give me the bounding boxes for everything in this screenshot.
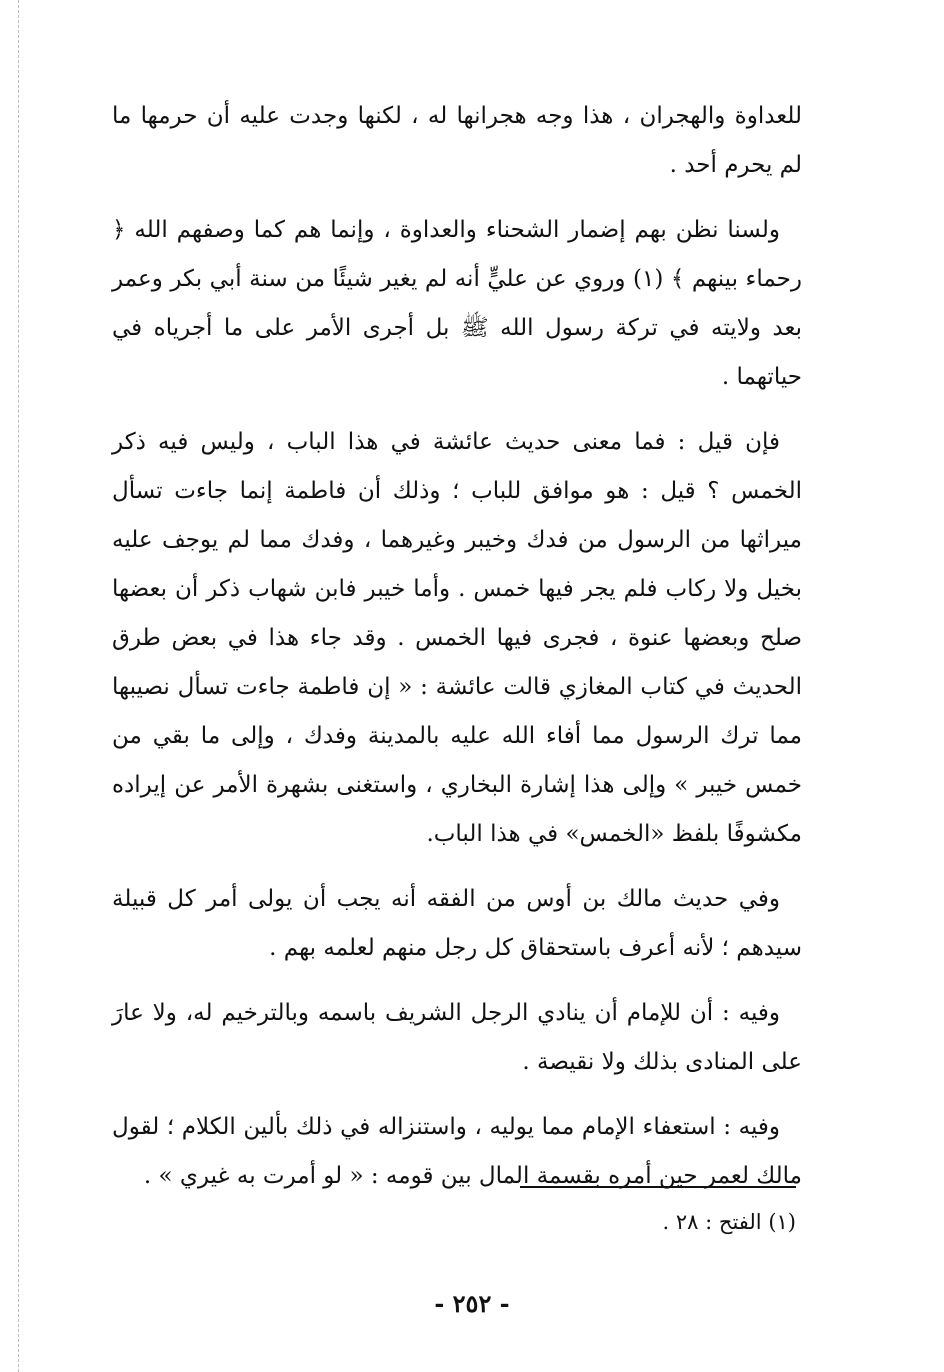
body-text <box>112 92 802 1217</box>
page-number: - ٢٥٢ - <box>434 1289 510 1318</box>
paragraph: فإن قيل : فما معنى حديث عائشة في هذا الباب ، وليس فيه ذكر الخمس ؟ قيل : هو موافق للباب ؛ وذلك أن فاطمة إنما جاءت تسأل ميراثها من الرسول من فدك وخيبر وغيرهما ، وفدك مما لم يوجف عليه بخيل ولا ركاب فلم يجر فيها خمس . وأما خيبر فابن شهاب ذكر أن بعضها صلح وبعضها عنوة ، فجرى فيها الخمس . وقد جاء هذا في بعض طرق الحديث في كتاب المغازي قالت عائشة : « إن فاطمة جاءت تسأل نصيبها مما ترك الرسول مما أفاء الله عليه بالمدينة وفدك ، وإلى ما بقي من خمس خيبر » وإلى هذا إشارة البخاري ، واستغنى بشهرة الأمر عن إيراده مكشوفًا بلفظ «الخمس» في هذا الباب. <box>112 429 802 847</box>
paragraph: وفي حديث مالك بن أوس من الفقه أنه يجب أن يولى أمر كل قبيلة سيدهم ؛ لأنه أعرف باستحقاق كل رجل منهم لعلمه بهم . <box>112 886 802 961</box>
footnote: (١) الفتح : ٢٨ . <box>662 1210 796 1234</box>
paragraph: للعداوة والهجران ، هذا وجه هجرانها له ، لكنها وجدت عليه أن حرمها ما لم يحرم أحد . <box>112 103 802 178</box>
paragraph: وفيه : استعفاء الإمام مما يوليه ، واستنزاله في ذلك بألين الكلام ؛ لقول مالك لعمر حين أمره بقسمة المال بين قومه : « لو أمرت به غيري » . <box>112 1114 802 1189</box>
paragraph: ولسنا نظن بهم إضمار الشحناء والعداوة ، وإنما هم كما وصفهم الله ﴿ رحماء بينهم ﴾ (١) وروي عن عليٍّ أنه لم يغير شيئًا من سنة أبي بكر وعمر بعد ولايته في تركة رسول الله ﷺ بل أجرى الأمر على ما أجرياه في حياتهما . <box>112 217 802 390</box>
footnote-separator <box>520 1186 796 1188</box>
scan-edge-line <box>18 0 19 1372</box>
paragraph: وفيه : أن للإمام أن ينادي الرجل الشريف باسمه وبالترخيم له، ولا عارَ على المنادى بذلك ولا نقيصة . <box>112 1000 802 1075</box>
